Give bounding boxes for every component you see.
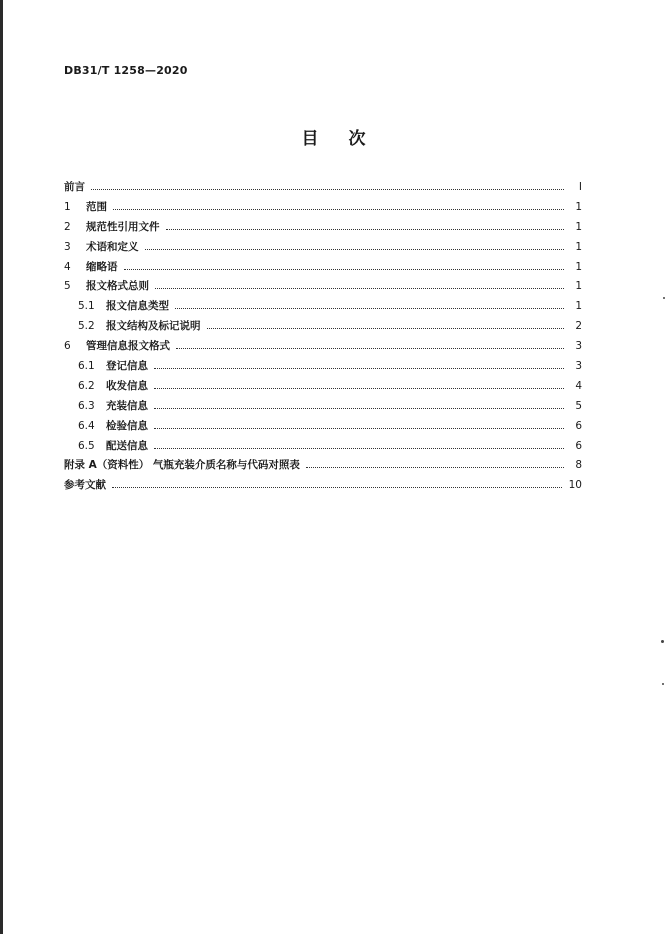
toc-entry[interactable] [64,318,582,338]
toc-entry-page: 1 [575,220,582,233]
page-title: 目次 [301,129,396,149]
toc-entry-page: I [578,181,582,193]
toc-entry[interactable] [64,378,582,398]
toc-leader-dots [306,467,564,468]
toc-entry-title: 报文结构及标记说明 [106,320,201,333]
toc-entry-title: 前言 [64,181,85,193]
toc-entry-number: 5.1 [78,300,95,313]
toc-entry[interactable] [64,418,582,438]
toc-entry-page: 10 [568,479,582,492]
toc-leader-dots [91,189,564,190]
toc-leader-dots [166,229,565,230]
toc-entry-number: 3 [64,240,71,253]
toc-leader-dots [176,348,564,349]
toc-entry-page: 1 [575,280,582,293]
toc-entry-number: 6.5 [78,439,95,452]
toc-entry-number: 6.2 [78,379,95,392]
toc-entry-title: 缩略语 [86,260,118,273]
toc-entry-title: 参考文献 [64,479,106,492]
toc-entry-page: 1 [575,300,582,313]
toc-leader-dots [154,408,564,409]
toc-entry-page: 3 [575,340,582,353]
toc-entry[interactable] [64,219,582,239]
toc-leader-dots [175,308,564,309]
toc-entry[interactable] [64,259,582,279]
toc-entry-number: 6 [64,340,71,353]
toc-entry[interactable] [64,438,582,458]
toc-leader-dots [124,269,565,270]
toc-entry[interactable] [64,298,582,318]
toc-entry-page: 4 [575,379,582,392]
toc-entry-title: 管理信息报文格式 [86,340,170,353]
toc-entry-page: 2 [575,320,582,333]
toc-leader-dots [154,448,564,449]
toc-entry-page: 5 [575,399,582,412]
toc-entry-title: 范围 [86,200,107,213]
toc-entry-page: 1 [575,260,582,273]
toc-leader-dots [113,209,564,210]
toc-leader-dots [207,328,565,329]
toc-entry-page: 6 [575,439,582,452]
toc-entry-title: 充装信息 [106,399,148,412]
table-of-contents [64,179,582,497]
toc-entry-title: 检验信息 [106,419,148,432]
standard-code: DB31/T 1258—2020 [64,64,188,77]
toc-entry-title: 配送信息 [106,439,148,452]
toc-entry-title: 附录 A（资料性） 气瓶充装介质名称与代码对照表 [64,459,300,472]
toc-entry[interactable] [64,199,582,219]
toc-entry-title: 术语和定义 [86,240,139,253]
toc-entry-title: 报文信息类型 [106,300,169,313]
toc-entry-number: 2 [64,220,71,233]
toc-entry[interactable] [64,179,582,199]
toc-entry[interactable] [64,477,582,497]
toc-entry-title: 报文格式总则 [86,280,149,293]
toc-leader-dots [154,388,564,389]
toc-entry-number: 4 [64,260,71,273]
toc-entry-number: 5 [64,280,71,293]
toc-entry[interactable] [64,358,582,378]
toc-entry[interactable] [64,398,582,418]
scan-speck [662,683,664,685]
scan-speck [661,640,664,643]
toc-entry-number: 6.3 [78,399,95,412]
toc-entry[interactable] [64,457,582,477]
toc-entry[interactable] [64,338,582,358]
toc-entry-page: 1 [575,200,582,213]
toc-entry-page: 8 [575,459,582,472]
scan-speck [663,297,665,299]
toc-entry-title: 规范性引用文件 [86,220,160,233]
toc-entry-number: 6.4 [78,419,95,432]
toc-leader-dots [154,368,564,369]
toc-leader-dots [145,249,565,250]
toc-entry-number: 6.1 [78,360,95,373]
toc-leader-dots [154,428,564,429]
toc-entry-page: 3 [575,360,582,373]
toc-entry[interactable] [64,239,582,259]
toc-entry[interactable] [64,278,582,298]
toc-leader-dots [155,288,564,289]
toc-entry-page: 1 [575,240,582,253]
toc-entry-page: 6 [575,419,582,432]
toc-entry-title: 登记信息 [106,360,148,373]
toc-entry-number: 5.2 [78,320,95,333]
toc-entry-title: 收发信息 [106,379,148,392]
toc-leader-dots [112,487,562,488]
toc-entry-number: 1 [64,200,71,213]
